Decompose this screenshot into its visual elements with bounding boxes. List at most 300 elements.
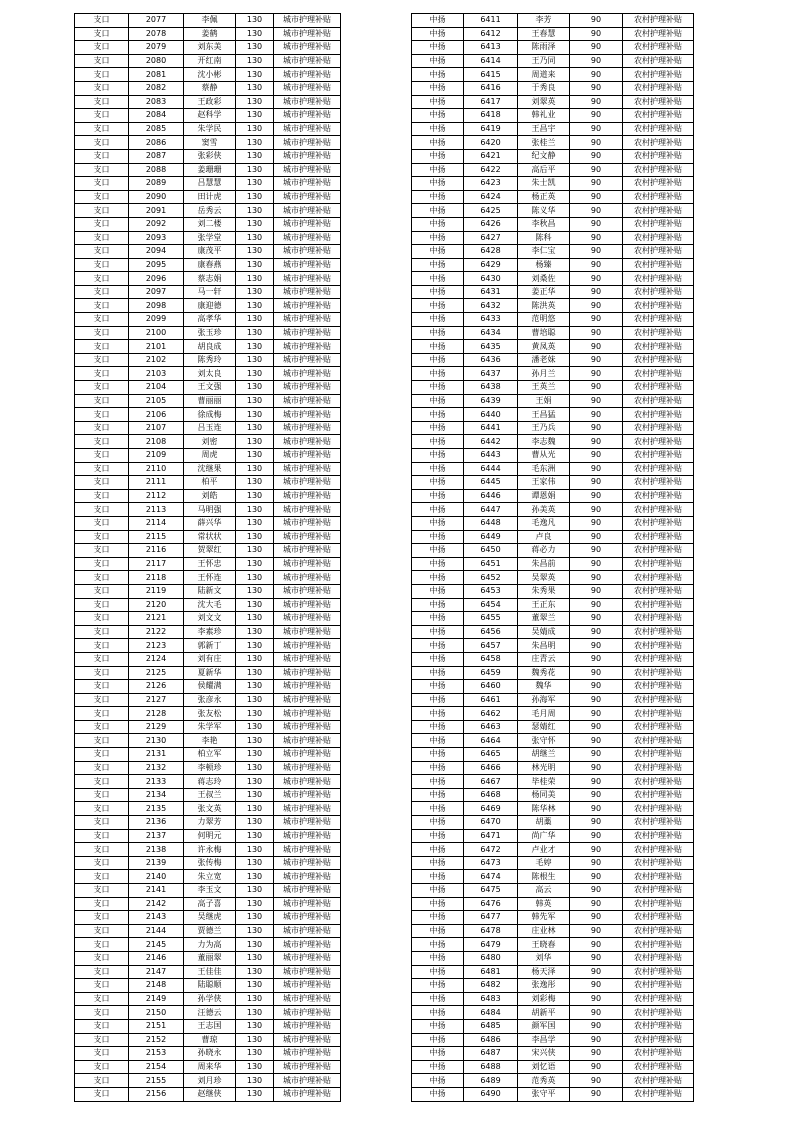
amount-cell: 90 [570, 938, 623, 952]
amount-cell: 130 [236, 394, 274, 408]
number-cell: 6430 [464, 272, 518, 286]
name-cell: 陆新文 [184, 584, 236, 598]
subsidy-type-cell: 城市护理补贴 [274, 41, 341, 55]
name-cell: 周来华 [184, 1060, 236, 1074]
table-row [412, 530, 694, 544]
number-cell: 6422 [464, 163, 518, 177]
amount-cell: 130 [236, 1033, 274, 1047]
subsidy-type-cell: 城市护理补贴 [274, 163, 341, 177]
town-cell: 支口 [75, 870, 129, 884]
amount-cell: 90 [570, 204, 623, 218]
subsidy-type-cell: 农村护理补贴 [623, 788, 694, 802]
town-cell: 中扬 [412, 816, 464, 830]
subsidy-type-cell: 农村护理补贴 [623, 231, 694, 245]
amount-cell: 130 [236, 462, 274, 476]
number-cell: 2109 [129, 449, 184, 463]
name-cell: 孙海军 [518, 693, 570, 707]
amount-cell: 130 [236, 177, 274, 191]
name-cell: 李佩 [184, 14, 236, 28]
amount-cell: 90 [570, 734, 623, 748]
amount-cell: 90 [570, 462, 623, 476]
name-cell: 王晓春 [518, 938, 570, 952]
name-cell: 窦雪 [184, 136, 236, 150]
amount-cell: 130 [236, 136, 274, 150]
table-row [412, 95, 694, 109]
amount-cell: 130 [236, 408, 274, 422]
town-cell: 支口 [75, 530, 129, 544]
number-cell: 2088 [129, 163, 184, 177]
amount-cell: 90 [570, 516, 623, 530]
table-row [412, 489, 694, 503]
subsidy-type-cell: 农村护理补贴 [623, 884, 694, 898]
amount-cell: 130 [236, 775, 274, 789]
subsidy-type-cell: 城市护理补贴 [274, 177, 341, 191]
town-cell: 中扬 [412, 245, 464, 259]
town-cell: 中扬 [412, 81, 464, 95]
town-cell: 中扬 [412, 856, 464, 870]
table-row [75, 367, 341, 381]
subsidy-type-cell: 农村护理补贴 [623, 666, 694, 680]
number-cell: 6414 [464, 54, 518, 68]
amount-cell: 130 [236, 639, 274, 653]
number-cell: 2107 [129, 421, 184, 435]
name-cell: 张守平 [518, 1087, 570, 1101]
table-row [75, 190, 341, 204]
number-cell: 6449 [464, 530, 518, 544]
amount-cell: 130 [236, 598, 274, 612]
name-cell: 朱昌明 [518, 639, 570, 653]
town-cell: 支口 [75, 1087, 129, 1101]
number-cell: 6460 [464, 680, 518, 694]
amount-cell: 90 [570, 584, 623, 598]
amount-cell: 90 [570, 313, 623, 327]
town-cell: 支口 [75, 775, 129, 789]
number-cell: 6416 [464, 81, 518, 95]
table-row [75, 381, 341, 395]
table-row [412, 313, 694, 327]
name-cell: 刘月珍 [184, 1074, 236, 1088]
subsidy-type-cell: 城市护理补贴 [274, 612, 341, 626]
subsidy-type-cell: 农村护理补贴 [623, 720, 694, 734]
town-cell: 支口 [75, 843, 129, 857]
number-cell: 6485 [464, 1019, 518, 1033]
number-cell: 2119 [129, 584, 184, 598]
town-cell: 支口 [75, 408, 129, 422]
number-cell: 2094 [129, 245, 184, 259]
subsidy-type-cell: 农村护理补贴 [623, 843, 694, 857]
table-row [75, 557, 341, 571]
name-cell: 王英兰 [518, 381, 570, 395]
name-cell: 王怀忠 [184, 557, 236, 571]
town-cell: 支口 [75, 421, 129, 435]
subsidy-type-cell: 城市护理补贴 [274, 272, 341, 286]
number-cell: 2078 [129, 27, 184, 41]
town-cell: 支口 [75, 612, 129, 626]
town-cell: 支口 [75, 639, 129, 653]
name-cell: 王文强 [184, 381, 236, 395]
name-cell: 刘翠英 [518, 95, 570, 109]
subsidy-type-cell: 农村护理补贴 [623, 584, 694, 598]
town-cell: 中扬 [412, 1033, 464, 1047]
town-cell: 中扬 [412, 1087, 464, 1101]
number-cell: 6446 [464, 489, 518, 503]
amount-cell: 130 [236, 421, 274, 435]
subsidy-type-cell: 农村护理补贴 [623, 408, 694, 422]
amount-cell: 90 [570, 612, 623, 626]
amount-cell: 130 [236, 353, 274, 367]
number-cell: 6417 [464, 95, 518, 109]
amount-cell: 130 [236, 829, 274, 843]
name-cell: 张玉珍 [184, 326, 236, 340]
amount-cell: 90 [570, 177, 623, 191]
amount-cell: 130 [236, 625, 274, 639]
town-cell: 中扬 [412, 775, 464, 789]
table-row [412, 911, 694, 925]
town-cell: 支口 [75, 122, 129, 136]
subsidy-type-cell: 农村护理补贴 [623, 897, 694, 911]
subsidy-type-cell: 农村护理补贴 [623, 612, 694, 626]
name-cell: 吴婧成 [518, 625, 570, 639]
name-cell: 王叔兰 [184, 788, 236, 802]
town-cell: 支口 [75, 68, 129, 82]
number-cell: 2124 [129, 652, 184, 666]
subsidy-type-cell: 农村护理补贴 [623, 177, 694, 191]
amount-cell: 90 [570, 557, 623, 571]
amount-cell: 90 [570, 476, 623, 490]
amount-cell: 130 [236, 856, 274, 870]
table-row [412, 1006, 694, 1020]
amount-cell: 130 [236, 299, 274, 313]
table-row [75, 516, 341, 530]
number-cell: 2104 [129, 381, 184, 395]
town-cell: 支口 [75, 109, 129, 123]
table-row [412, 544, 694, 558]
town-cell: 中扬 [412, 421, 464, 435]
left-table-body [75, 14, 341, 1102]
number-cell: 2083 [129, 95, 184, 109]
amount-cell: 130 [236, 313, 274, 327]
number-cell: 6461 [464, 693, 518, 707]
amount-cell: 90 [570, 136, 623, 150]
name-cell: 杨臻 [518, 258, 570, 272]
subsidy-type-cell: 城市护理补贴 [274, 911, 341, 925]
amount-cell: 90 [570, 639, 623, 653]
number-cell: 6468 [464, 788, 518, 802]
name-cell: 李顿珍 [184, 761, 236, 775]
number-cell: 6464 [464, 734, 518, 748]
number-cell: 6445 [464, 476, 518, 490]
town-cell: 支口 [75, 856, 129, 870]
town-cell: 中扬 [412, 924, 464, 938]
town-cell: 支口 [75, 666, 129, 680]
table-row [75, 462, 341, 476]
number-cell: 2105 [129, 394, 184, 408]
amount-cell: 90 [570, 14, 623, 28]
name-cell: 何明元 [184, 829, 236, 843]
town-cell: 支口 [75, 353, 129, 367]
table-row [75, 843, 341, 857]
amount-cell: 130 [236, 109, 274, 123]
amount-cell: 130 [236, 1087, 274, 1101]
table-row [75, 625, 341, 639]
table-row [75, 992, 341, 1006]
subsidy-type-cell: 农村护理补贴 [623, 775, 694, 789]
amount-cell: 130 [236, 992, 274, 1006]
subsidy-type-cell: 农村护理补贴 [623, 190, 694, 204]
number-cell: 6450 [464, 544, 518, 558]
town-cell: 支口 [75, 190, 129, 204]
town-cell: 中扬 [412, 462, 464, 476]
table-row [412, 177, 694, 191]
number-cell: 6490 [464, 1087, 518, 1101]
town-cell: 支口 [75, 285, 129, 299]
name-cell: 曹丽丽 [184, 394, 236, 408]
number-cell: 6469 [464, 802, 518, 816]
town-cell: 支口 [75, 557, 129, 571]
table-row [412, 285, 694, 299]
amount-cell: 130 [236, 149, 274, 163]
name-cell: 王怀连 [184, 571, 236, 585]
number-cell: 6479 [464, 938, 518, 952]
number-cell: 6487 [464, 1047, 518, 1061]
subsidy-type-cell: 城市护理补贴 [274, 109, 341, 123]
name-cell: 毛月周 [518, 707, 570, 721]
amount-cell: 130 [236, 14, 274, 28]
subsidy-type-cell: 城市护理补贴 [274, 816, 341, 830]
number-cell: 2084 [129, 109, 184, 123]
subsidy-type-cell: 农村护理补贴 [623, 204, 694, 218]
town-cell: 支口 [75, 816, 129, 830]
amount-cell: 130 [236, 95, 274, 109]
amount-cell: 130 [236, 81, 274, 95]
subsidy-type-cell: 城市护理补贴 [274, 326, 341, 340]
subsidy-type-cell: 城市护理补贴 [274, 884, 341, 898]
name-cell: 刘太良 [184, 367, 236, 381]
name-cell: 张文英 [184, 802, 236, 816]
amount-cell: 130 [236, 720, 274, 734]
subsidy-type-cell: 城市护理补贴 [274, 584, 341, 598]
subsidy-type-cell: 城市护理补贴 [274, 217, 341, 231]
table-row [412, 734, 694, 748]
subsidy-type-cell: 农村护理补贴 [623, 435, 694, 449]
town-cell: 中扬 [412, 149, 464, 163]
amount-cell: 130 [236, 326, 274, 340]
table-row [75, 802, 341, 816]
name-cell: 胡良成 [184, 340, 236, 354]
subsidy-type-cell: 城市护理补贴 [274, 1087, 341, 1101]
number-cell: 2080 [129, 54, 184, 68]
number-cell: 6488 [464, 1060, 518, 1074]
number-cell: 2156 [129, 1087, 184, 1101]
name-cell: 吴翠英 [518, 571, 570, 585]
number-cell: 2122 [129, 625, 184, 639]
subsidy-type-cell: 城市护理补贴 [274, 965, 341, 979]
name-cell: 刘东美 [184, 41, 236, 55]
name-cell: 蔡静 [184, 81, 236, 95]
number-cell: 2120 [129, 598, 184, 612]
subsidy-type-cell: 农村护理补贴 [623, 367, 694, 381]
number-cell: 6435 [464, 340, 518, 354]
amount-cell: 90 [570, 788, 623, 802]
table-row [412, 421, 694, 435]
number-cell: 2093 [129, 231, 184, 245]
subsidy-type-cell: 城市护理补贴 [274, 734, 341, 748]
amount-cell: 130 [236, 938, 274, 952]
town-cell: 支口 [75, 897, 129, 911]
subsidy-type-cell: 农村护理补贴 [623, 503, 694, 517]
town-cell: 支口 [75, 516, 129, 530]
amount-cell: 90 [570, 856, 623, 870]
subsidy-type-cell: 农村护理补贴 [623, 14, 694, 28]
number-cell: 6454 [464, 598, 518, 612]
amount-cell: 130 [236, 911, 274, 925]
subsidy-type-cell: 城市护理补贴 [274, 340, 341, 354]
number-cell: 2091 [129, 204, 184, 218]
amount-cell: 90 [570, 951, 623, 965]
name-cell: 刘华 [518, 951, 570, 965]
subsidy-type-cell: 城市护理补贴 [274, 258, 341, 272]
amount-cell: 90 [570, 421, 623, 435]
subsidy-type-cell: 城市护理补贴 [274, 204, 341, 218]
name-cell: 柏平 [184, 476, 236, 490]
subsidy-type-cell: 农村护理补贴 [623, 530, 694, 544]
name-cell: 毛婷 [518, 856, 570, 870]
table-row [412, 1033, 694, 1047]
amount-cell: 90 [570, 897, 623, 911]
town-cell: 支口 [75, 1019, 129, 1033]
town-cell: 中扬 [412, 27, 464, 41]
number-cell: 2139 [129, 856, 184, 870]
subsidy-type-cell: 农村护理补贴 [623, 625, 694, 639]
town-cell: 中扬 [412, 1047, 464, 1061]
table-row [412, 476, 694, 490]
subsidy-type-cell: 城市护理补贴 [274, 421, 341, 435]
table-row [412, 652, 694, 666]
town-cell: 支口 [75, 748, 129, 762]
name-cell: 力为高 [184, 938, 236, 952]
table-row [75, 870, 341, 884]
amount-cell: 90 [570, 625, 623, 639]
town-cell: 中扬 [412, 639, 464, 653]
subsidy-type-cell: 农村护理补贴 [623, 476, 694, 490]
subsidy-type-cell: 农村护理补贴 [623, 1087, 694, 1101]
subsidy-type-cell: 农村护理补贴 [623, 938, 694, 952]
name-cell: 朱学军 [184, 720, 236, 734]
name-cell: 黄凤英 [518, 340, 570, 354]
subsidy-type-cell: 城市护理补贴 [274, 1060, 341, 1074]
town-cell: 中扬 [412, 204, 464, 218]
number-cell: 6455 [464, 612, 518, 626]
town-cell: 支口 [75, 245, 129, 259]
number-cell: 2095 [129, 258, 184, 272]
number-cell: 2112 [129, 489, 184, 503]
name-cell: 王家伟 [518, 476, 570, 490]
amount-cell: 130 [236, 748, 274, 762]
town-cell: 支口 [75, 584, 129, 598]
table-row [412, 856, 694, 870]
town-cell: 支口 [75, 951, 129, 965]
number-cell: 6442 [464, 435, 518, 449]
subsidy-type-cell: 城市护理补贴 [274, 27, 341, 41]
table-row [75, 1087, 341, 1101]
amount-cell: 130 [236, 965, 274, 979]
table-row [412, 122, 694, 136]
number-cell: 2086 [129, 136, 184, 150]
number-cell: 2101 [129, 340, 184, 354]
name-cell: 赵科学 [184, 109, 236, 123]
amount-cell: 90 [570, 285, 623, 299]
table-row [75, 204, 341, 218]
name-cell: 卢良 [518, 530, 570, 544]
amount-cell: 90 [570, 299, 623, 313]
subsidy-type-cell: 城市护理补贴 [274, 503, 341, 517]
number-cell: 2128 [129, 707, 184, 721]
number-cell: 2089 [129, 177, 184, 191]
amount-cell: 130 [236, 340, 274, 354]
name-cell: 康春燕 [184, 258, 236, 272]
subsidy-type-cell: 城市护理补贴 [274, 449, 341, 463]
town-cell: 中扬 [412, 598, 464, 612]
number-cell: 6472 [464, 843, 518, 857]
name-cell: 张彩侠 [184, 149, 236, 163]
subsidy-type-cell: 城市护理补贴 [274, 775, 341, 789]
number-cell: 2127 [129, 693, 184, 707]
table-row [75, 41, 341, 55]
table-row [75, 272, 341, 286]
name-cell: 毛东洲 [518, 462, 570, 476]
town-cell: 支口 [75, 652, 129, 666]
table-row [412, 788, 694, 802]
number-cell: 2098 [129, 299, 184, 313]
table-row [412, 217, 694, 231]
amount-cell: 90 [570, 1033, 623, 1047]
amount-cell: 90 [570, 924, 623, 938]
number-cell: 2121 [129, 612, 184, 626]
table-row [75, 54, 341, 68]
subsidy-type-cell: 农村护理补贴 [623, 924, 694, 938]
town-cell: 中扬 [412, 720, 464, 734]
name-cell: 魏华 [518, 680, 570, 694]
name-cell: 张守怀 [518, 734, 570, 748]
table-row [412, 707, 694, 721]
town-cell: 中扬 [412, 95, 464, 109]
table-row [412, 68, 694, 82]
amount-cell: 130 [236, 693, 274, 707]
table-row [412, 816, 694, 830]
town-cell: 支口 [75, 231, 129, 245]
number-cell: 2100 [129, 326, 184, 340]
name-cell: 朱秀果 [518, 584, 570, 598]
town-cell: 支口 [75, 884, 129, 898]
town-cell: 中扬 [412, 122, 464, 136]
amount-cell: 90 [570, 1087, 623, 1101]
subsidy-type-cell: 城市护理补贴 [274, 299, 341, 313]
subsidy-type-cell: 农村护理补贴 [623, 979, 694, 993]
table-row [75, 163, 341, 177]
table-row [412, 14, 694, 28]
town-cell: 中扬 [412, 666, 464, 680]
amount-cell: 90 [570, 190, 623, 204]
town-cell: 中扬 [412, 516, 464, 530]
town-cell: 支口 [75, 979, 129, 993]
name-cell: 王春慧 [518, 27, 570, 41]
name-cell: 蒋必力 [518, 544, 570, 558]
number-cell: 6426 [464, 217, 518, 231]
number-cell: 6476 [464, 897, 518, 911]
town-cell: 中扬 [412, 1074, 464, 1088]
subsidy-type-cell: 城市护理补贴 [274, 571, 341, 585]
subsidy-type-cell: 城市护理补贴 [274, 652, 341, 666]
